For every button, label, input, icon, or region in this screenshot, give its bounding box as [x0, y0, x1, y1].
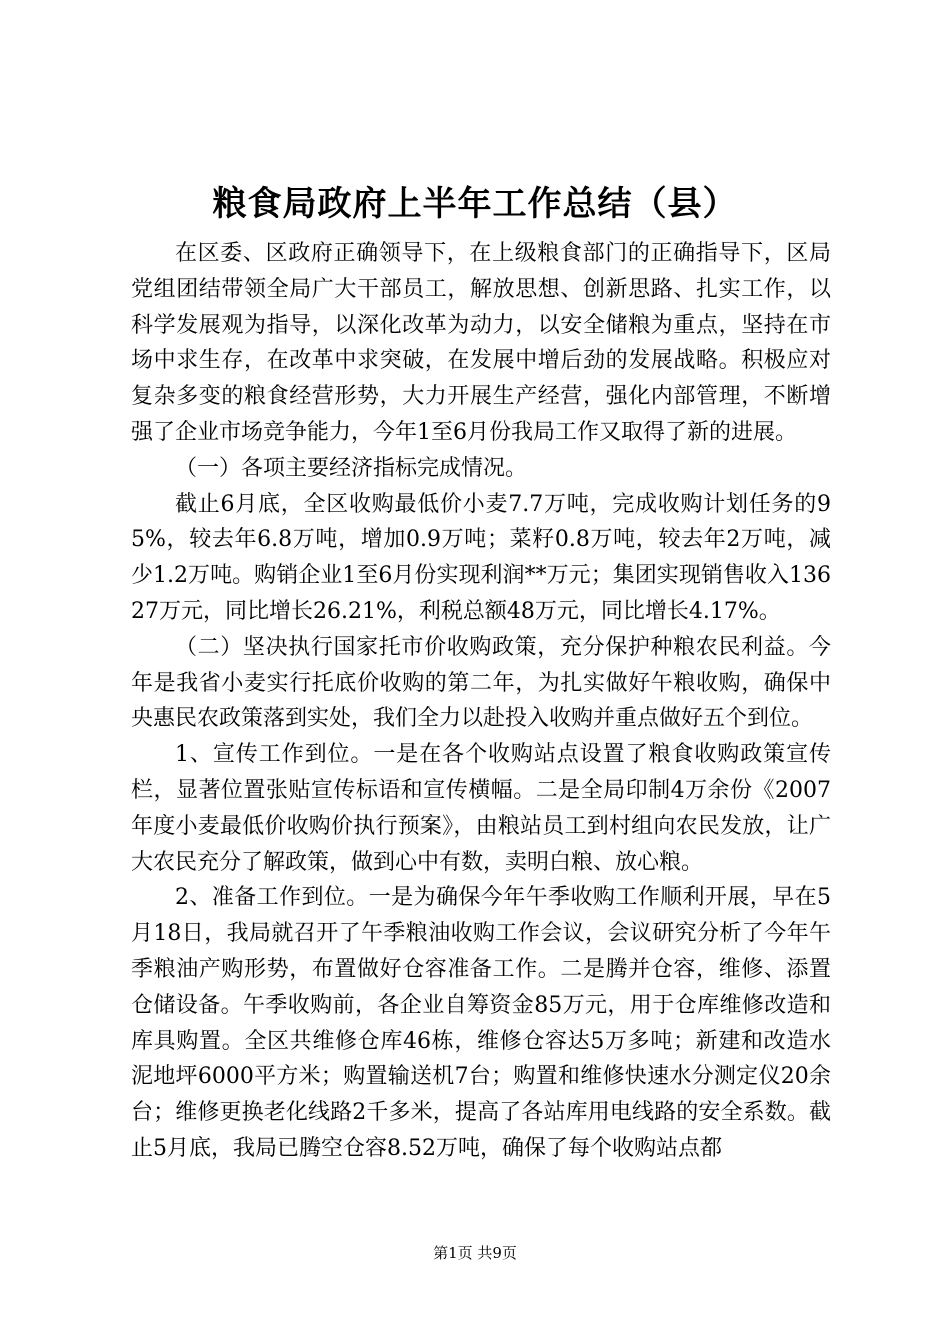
paragraph-indicators: 截止6月底，全区收购最低价小麦7.7万吨，完成收购计划任务的95%，较去年6.8万吨，增加0.9万吨；菜籽0.8万吨，较去年2万吨，减少1.2万吨。购销企业1至6月份实现利润**万元；集团实现销售收入13627万元，同比增长26.21%，利税总额48万元，同比增长4.17%。	[131, 491, 831, 624]
paragraph-intro: 在区委、区政府正确领导下，在上级粮食部门的正确指导下，区局党组团结带领全局广大干部员工，解放思想、创新思路、扎实工作，以科学发展观为指导，以深化改革为动力，以安全储粮为重点，坚持在市场中求生存，在改革中求突破，在发展中增后劲的发展战略。积极应对复杂多变的粮食经营形势，大力开展生产经营，强化内部管理，不断增强了企业市场竞争能力，今年1至6月份我局工作又取得了新的进展。	[131, 241, 831, 445]
document-title: 粮食局政府上半年工作总结（县）	[212, 184, 738, 224]
paragraph-section-2-heading: （二）坚决执行国家托市价收购政策，充分保护种粮农民利益。今年是我省小麦实行托底价收购的第二年，为扎实做好午粮收购，确保中央惠民农政策落到实处，我们全力以赴投入收购并重点做好五个到位。	[131, 634, 831, 732]
page-footer: 第1页 共9页	[433, 1244, 517, 1262]
paragraph-preparation: 2、准备工作到位。一是为确保今年午季收购工作顺利开展，早在5月18日，我局就召开了午季粮油收购工作会议，会议研究分析了今年午季粮油产购形势，布置做好仓容准备工作。二是腾并仓容，维修、添置仓储设备。午季收购前，各企业自筹资金85万元，用于仓库维修改造和库具购置。全区共维修仓库46栋，维修仓容达5万多吨；新建和改造水泥地坪6000平方米；购置输送机7台；购置和维修快速水分测定仪20余台；维修更换老化线路2千多米，提高了各站库用电线路的安全系数。截止5月底，我局已腾空仓容8.52万吨，确保了每个收购站点都	[131, 885, 831, 1161]
document-body	[131, 236, 831, 1167]
paragraph-publicity: 1、宣传工作到位。一是在各个收购站点设置了粮食收购政策宣传栏，显著位置张贴宣传标语和宣传横幅。二是全局印制4万余份《2007年度小麦最低价收购价执行预案》，由粮站员工到村组向农民发放，让广大农民充分了解政策，做到心中有数，卖明白粮、放心粮。	[131, 742, 831, 875]
paragraph-section-1-heading: （一）各项主要经济指标完成情况。	[175, 455, 528, 481]
